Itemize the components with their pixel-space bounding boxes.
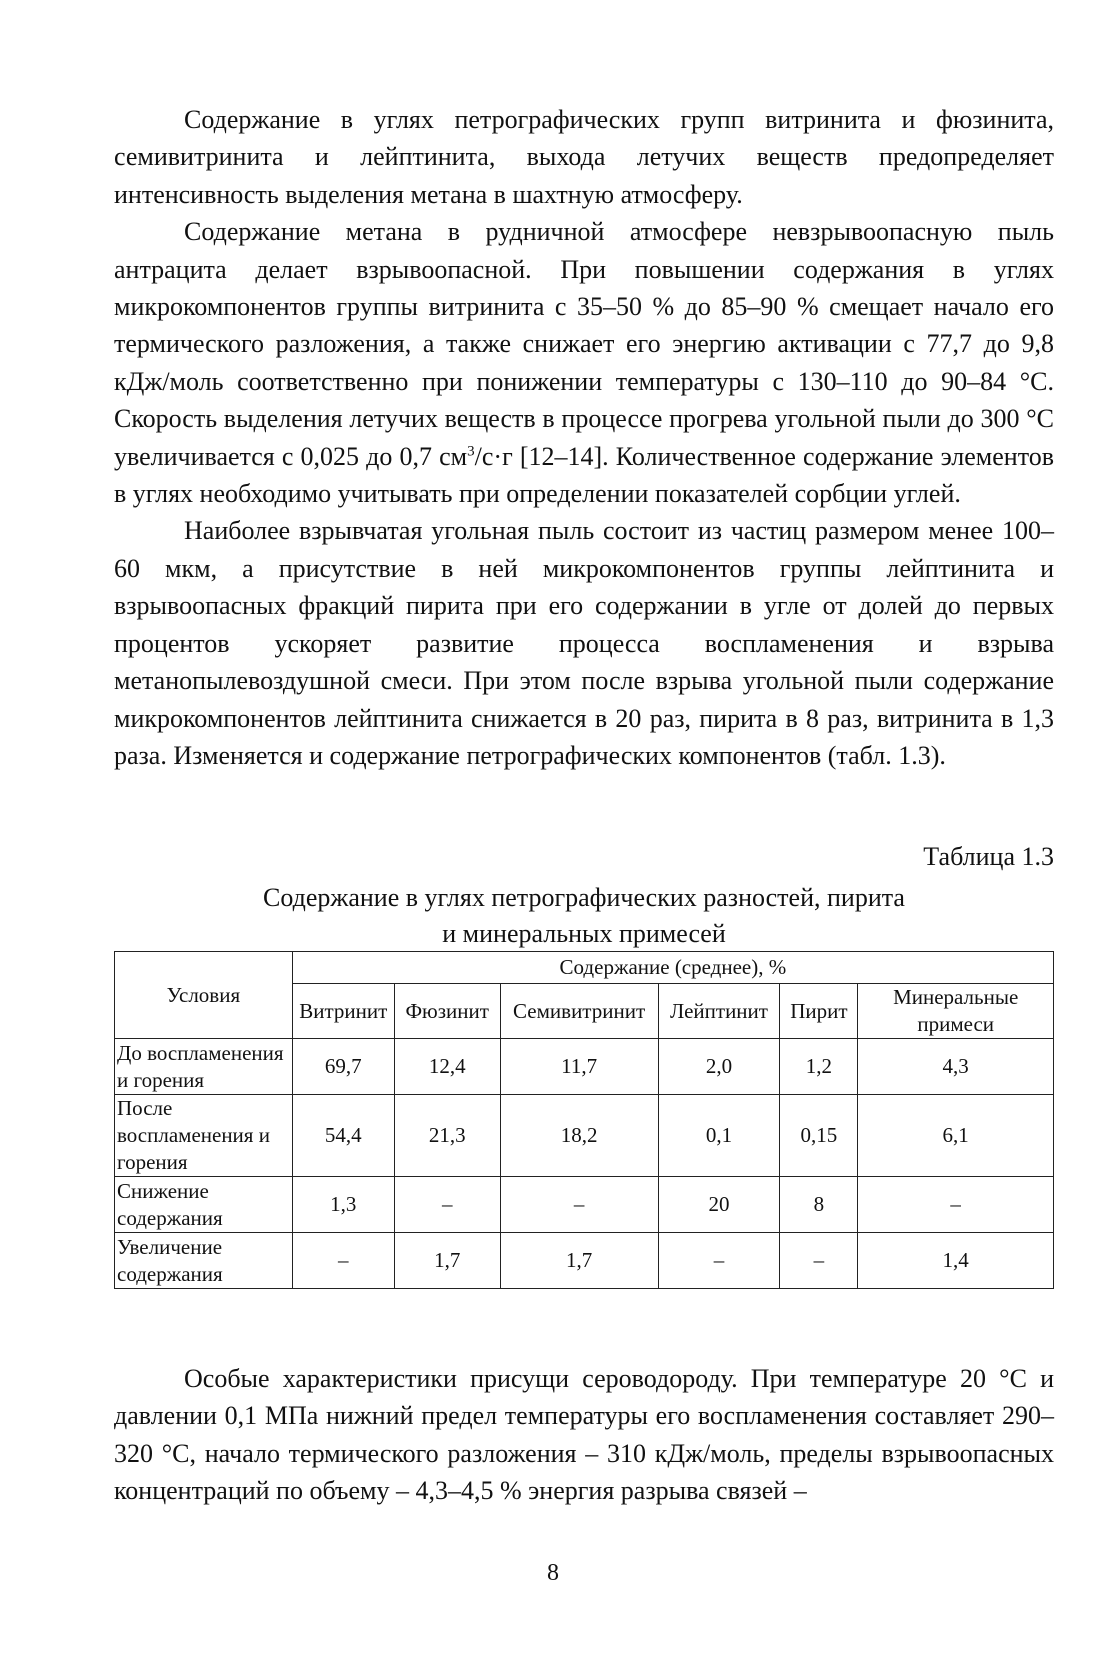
table-cell: – <box>394 1177 500 1233</box>
table-cell: 4,3 <box>858 1039 1054 1095</box>
paragraph-2 <box>114 213 1054 512</box>
row-condition: После воспламенения и горения <box>115 1095 293 1177</box>
table-cell: 20 <box>658 1177 780 1233</box>
header-liptinite: Лейптинит <box>658 984 780 1039</box>
table-cell: 1,7 <box>394 1233 500 1289</box>
header-conditions: Условия <box>115 952 293 1039</box>
table-cell: 1,7 <box>500 1233 658 1289</box>
table-cell: 0,15 <box>780 1095 858 1177</box>
paragraph-2-tail: /с·г [12–14]. Количественное содержание элементов в углях необходимо учитывать при определении показателей сорбции углей. <box>114 441 1054 509</box>
header-fusinite: Фюзинит <box>394 984 500 1039</box>
table-cell: 54,4 <box>292 1095 394 1177</box>
paragraph-3: Наиболее взрывчатая угольная пыль состоит из частиц размером менее 100–60 мкм, а присутствие в ней микрокомпонентов группы лейптинита и взрывоопасных фракций пирита при его содержании в угле от долей до первых процентов ускоряет развитие процесса воспламенения и взрыва метанопылевоздушной смеси. При этом после взрыва угольной пыли содержание микрокомпонентов лейптинита снижается в 20 раз, пирита в 8 раз, витринита в 1,3 раза. Изменяется и содержание петрографических компонентов (табл. 1.3). <box>114 516 1054 770</box>
row-condition: Увеличение содержания <box>115 1233 293 1289</box>
row-condition: До воспламенения и горения <box>115 1039 293 1095</box>
table-row <box>115 1233 1054 1289</box>
paragraph-1: Содержание в углях петрографических групп витринита и фюзинита, семивитринита и лейптинита, выхода летучих веществ предопределяет интенсивность выделения метана в шахтную атмосферу. <box>114 105 1054 209</box>
table-cell: 6,1 <box>858 1095 1054 1177</box>
body-text-top <box>114 101 1054 774</box>
table-cell: 2,0 <box>658 1039 780 1095</box>
table-title <box>114 880 1054 952</box>
table-row <box>115 1095 1054 1177</box>
table-header-row-1 <box>115 952 1054 984</box>
table-cell: 12,4 <box>394 1039 500 1095</box>
page-number: 8 <box>547 1560 559 1586</box>
table-cell: 1,4 <box>858 1233 1054 1289</box>
table-cell: 11,7 <box>500 1039 658 1095</box>
table-cell: – <box>658 1233 780 1289</box>
table-row <box>115 1177 1054 1233</box>
table-cell: – <box>292 1233 394 1289</box>
table-cell: – <box>858 1177 1054 1233</box>
table-label: Таблица 1.3 <box>923 842 1054 871</box>
table-cell: 1,2 <box>780 1039 858 1095</box>
header-vitrinite: Витринит <box>292 984 394 1039</box>
table-cell: – <box>500 1177 658 1233</box>
table-title-line-2: и минеральных примесей <box>442 919 726 948</box>
table-title-line-1: Содержание в углях петрографических разностей, пирита <box>263 883 905 912</box>
data-table <box>114 951 1054 1289</box>
paragraph-4: Особые характеристики присущи сероводороду. При температуре 20 °С и давлении 0,1 МПа нижний предел температуры его воспламенения составляет 290–320 °С, начало термического разложения – 310 кДж/моль, пределы взрывоопасных концентраций по объему – 4,3–4,5 % энергия разрыва связей – <box>114 1364 1054 1506</box>
header-mineral-impurities: Минеральные примеси <box>858 984 1054 1039</box>
table-cell: 69,7 <box>292 1039 394 1095</box>
table-cell: 0,1 <box>658 1095 780 1177</box>
header-semivitrinite: Семивитринит <box>500 984 658 1039</box>
table-cell: 18,2 <box>500 1095 658 1177</box>
row-condition: Снижение содержания <box>115 1177 293 1233</box>
header-content-group: Содержание (среднее), % <box>292 952 1053 984</box>
superscript-3: 3 <box>467 443 475 459</box>
table-cell: 21,3 <box>394 1095 500 1177</box>
table-cell: 8 <box>780 1177 858 1233</box>
table-cell: – <box>780 1233 858 1289</box>
table-row <box>115 1039 1054 1095</box>
header-pyrite: Пирит <box>780 984 858 1039</box>
table-cell: 1,3 <box>292 1177 394 1233</box>
body-text-bottom <box>114 1360 1054 1510</box>
paragraph-2-text: Содержание метана в рудничной атмосфере невзрывоопасную пыль антрацита делает взрывоопасной. При повышении содержания в углях микрокомпонентов группы витринита с 35–50 % до 85–90 % смещает начало его термического разложения, а также снижает его энергию активации с 77,7 до 9,8 кДж/моль соответственно при понижении температуры с 130–110 до 90–84 °С. Скорость выделения летучих веществ в процессе прогрева угольной пыли до 300 °С увеличивается с 0,025 до 0,7 см <box>114 217 1054 471</box>
